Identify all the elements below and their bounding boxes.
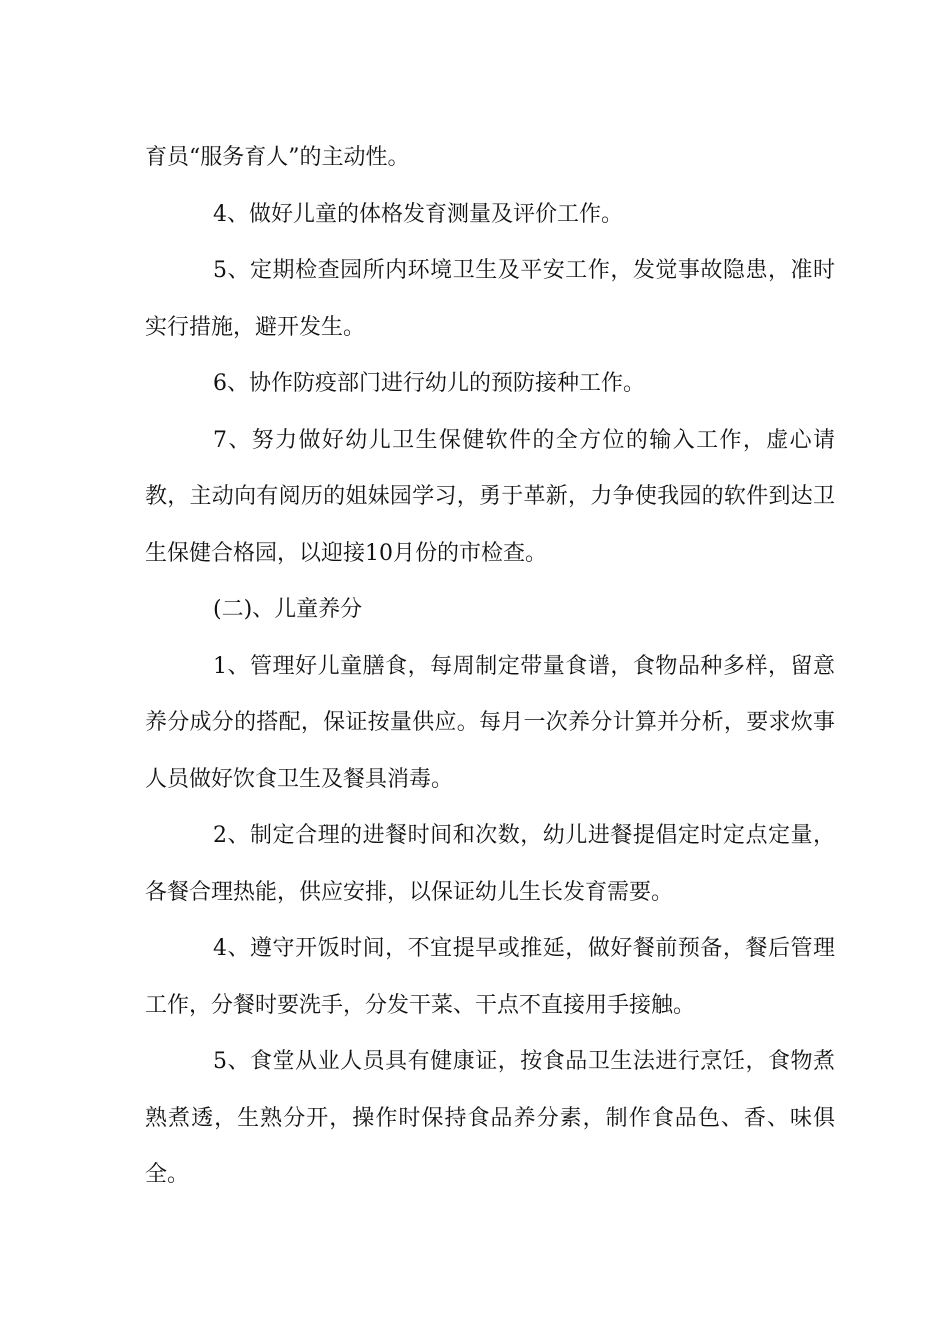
paragraph-nutrition-5: 5、食堂从业人员具有健康证，按食品卫生法进行烹饪，食物煮熟煮透，生熟分开，操作时保持食品养分素，制作食品色、香、味俱全。 xyxy=(145,1049,835,1187)
paragraph-item-5: 5、定期检查园所内环境卫生及平安工作，发觉事故隐患，准时实行措施，避开发生。 xyxy=(145,258,835,340)
paragraph-nutrition-4: 4、遵守开饭时间，不宜提早或推延，做好餐前预备，餐后管理工作，分餐时要洗手，分发干菜、干点不直接用手接触。 xyxy=(145,936,835,1018)
paragraph-item-6: 6、协作防疫部门进行幼儿的预防接种工作。 xyxy=(213,371,645,396)
paragraph-nutrition-1: 1、管理好儿童膳食，每周制定带量食谱，食物品种多样，留意养分成分的搭配，保证按量供应。每月一次养分计算并分析，要求炊事人员做好饮食卫生及餐具消毒。 xyxy=(145,653,835,792)
paragraph-item-7: 7、努力做好幼儿卫生保健软件的全方位的输入工作，虚心请教，主动向有阅历的姐妹园学习，勇于革新，力争使我园的软件到达卫生保健合格园，以迎接10月份的市检查。 xyxy=(145,427,835,566)
section-heading-nutrition: (二)、儿童养分 xyxy=(213,597,363,622)
document-body xyxy=(145,130,835,1204)
paragraph-nutrition-2: 2、制定合理的进餐时间和次数，幼儿进餐提倡定时定点定量，各餐合理热能，供应安排，以保证幼儿生长发育需要。 xyxy=(145,823,835,905)
paragraph-continuation: 育员“服务育人”的主动性。 xyxy=(145,145,410,170)
paragraph-item-4: 4、做好儿童的体格发育测量及评价工作。 xyxy=(213,201,623,227)
